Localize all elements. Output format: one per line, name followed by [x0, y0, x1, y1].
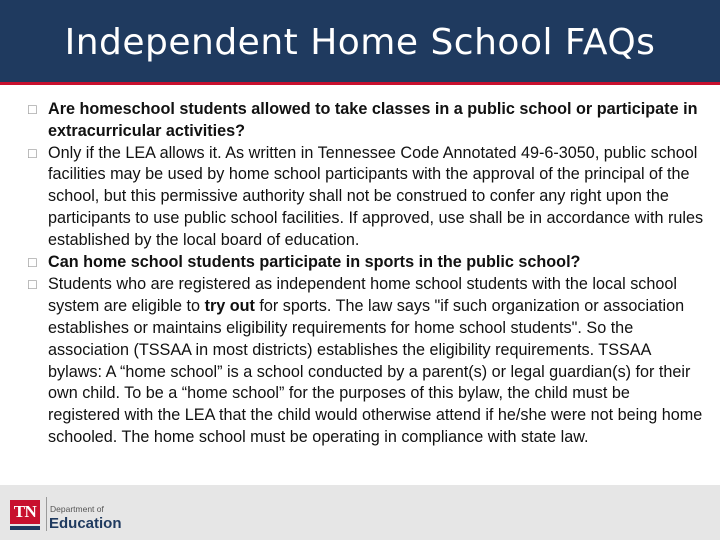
- answer-2-part-2: for sports. The law says "if such organization or association establishes or maintains eligibility requirements for home school students". So the association (TSSAA in most districts) establishes the eligibility requirements. TSSAA bylaws: A “home school” is a school conducted by a parent(s) or legal guardian(s) for their own child. To be a “home school” for the purposes of this bylaw, the child must be registered with the LEA that the child would otherwise attend if he/she were not being home schooled. The home school must be operating in compliance with state law.: [48, 297, 703, 446]
- logo-divider: [46, 497, 47, 531]
- title-accent-line: [0, 82, 720, 85]
- tn-logo-stripe: [10, 526, 40, 530]
- square-bullet-icon: ☐: [27, 255, 38, 270]
- education-label: Education: [49, 515, 122, 532]
- answer-1-text: Only if the LEA allows it. As written in Tennessee Code Annotated 49-6-3050, public school facilities may be used by home school participants with the approval of the principal of the school, but this permissive authority shall not be construed to confer any right upon the participants to use public school facilities. If approved, use shall be in accordance with rules established by the local board of education.: [48, 143, 704, 249]
- answer-2-text: [48, 274, 705, 448]
- question-1-text: Are homeschool students allowed to take classes in a public school or participate in extracurricular activities?: [48, 100, 698, 140]
- square-bullet-icon: ☐: [27, 278, 38, 293]
- tn-logo: TN: [10, 500, 40, 524]
- square-bullet-icon: ☐: [27, 103, 38, 117]
- faq-list: [27, 99, 705, 449]
- answer-2-part-1: Students who are registered as independent home school students with the local school system are eligible to: [48, 275, 678, 316]
- dept-of-label: Department of: [50, 504, 104, 514]
- square-bullet-icon: ☐: [27, 146, 38, 161]
- faq-question-1: [27, 99, 705, 143]
- page-title: Independent Home School FAQs: [64, 22, 656, 63]
- faq-answer-2: [27, 274, 705, 448]
- question-2-text: Can home school students participate in sports in the public school?: [48, 252, 581, 271]
- faq-question-2: [27, 252, 705, 275]
- faq-answer-1: [27, 143, 705, 252]
- answer-2-emphasis: try out: [204, 297, 255, 316]
